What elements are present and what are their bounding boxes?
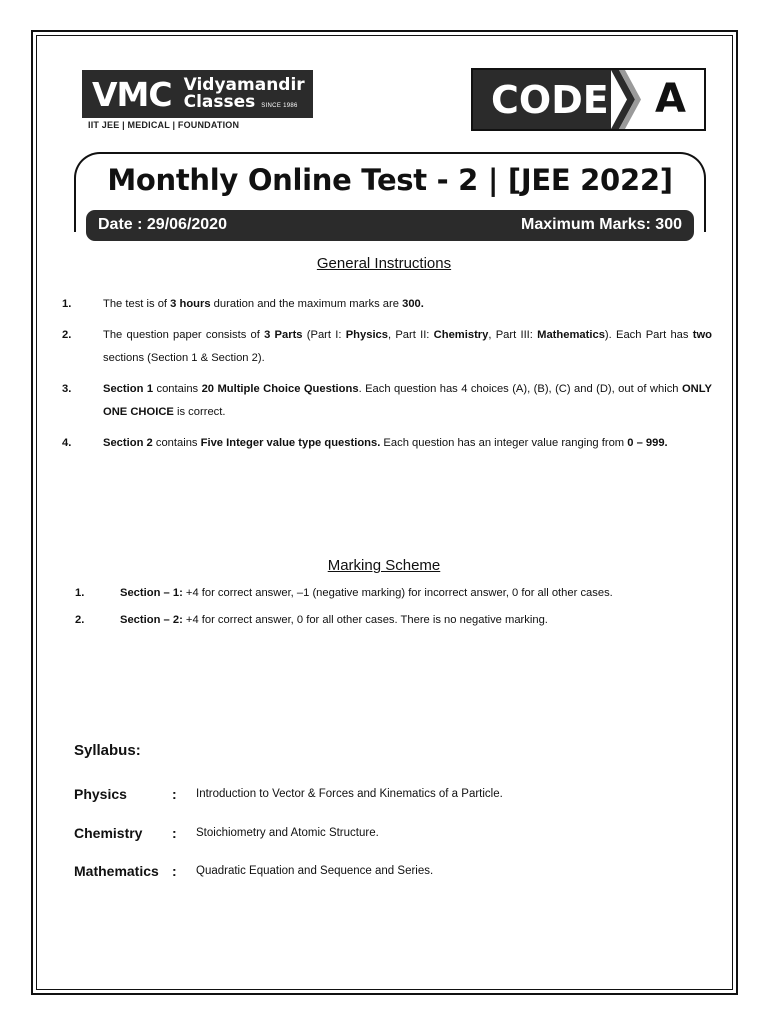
instruction-text: Section 1 contains 20 Multiple Choice Questions. Each question has 4 choices (A), (B), (C) and (D), out of which ONLY ONE CHOICE is correct. bbox=[103, 383, 712, 418]
marking-number: 1. bbox=[75, 587, 85, 599]
test-date: Date : 29/06/2020 bbox=[98, 216, 227, 233]
marking-item bbox=[75, 587, 715, 599]
logo-tagline: IIT JEE | MEDICAL | FOUNDATION bbox=[88, 120, 240, 130]
marking-text: Section – 2: +4 for correct answer, 0 for all other cases. There is no negative marking. bbox=[120, 614, 548, 626]
marking-text: Section – 1: +4 for correct answer, –1 (negative marking) for incorrect answer, 0 for all other cases. bbox=[120, 587, 613, 599]
chevron-right-icon bbox=[611, 70, 641, 129]
maximum-marks: Maximum Marks: 300 bbox=[521, 216, 682, 233]
syllabus-colon: : bbox=[172, 786, 177, 802]
syllabus-topic: Introduction to Vector & Forces and Kinematics of a Particle. bbox=[196, 788, 503, 800]
instruction-number: 4. bbox=[62, 437, 72, 449]
instruction-item bbox=[62, 432, 712, 455]
logo-since: SINCE 1986 bbox=[261, 103, 298, 109]
syllabus-subject: Chemistry bbox=[74, 825, 143, 841]
syllabus-heading: Syllabus: bbox=[74, 742, 141, 759]
instruction-item bbox=[62, 324, 712, 370]
instruction-item bbox=[62, 293, 712, 316]
instruction-number: 1. bbox=[62, 298, 72, 310]
instruction-item bbox=[62, 378, 712, 424]
code-box bbox=[471, 68, 706, 131]
code-label: CODE bbox=[491, 78, 609, 122]
vmc-logo bbox=[82, 70, 313, 118]
syllabus-topic: Quadratic Equation and Sequence and Series. bbox=[196, 865, 434, 877]
instruction-text: The question paper consists of 3 Parts (Part I: Physics, Part II: Chemistry, Part III: Mathematics). Each Part has two sections (Section 1 & Section 2). bbox=[103, 329, 712, 364]
logo-name: Vidyamandir bbox=[183, 75, 305, 95]
date-bar bbox=[86, 210, 694, 241]
instruction-number: 3. bbox=[62, 383, 72, 395]
syllabus-colon: : bbox=[172, 863, 177, 879]
instruction-text: The test is of 3 hours duration and the maximum marks are 300. bbox=[103, 298, 424, 310]
syllabus-subject: Physics bbox=[74, 786, 127, 802]
logo-brand: VMC bbox=[92, 74, 172, 114]
marking-scheme-heading: Marking Scheme bbox=[327, 557, 441, 574]
code-letter: A bbox=[655, 76, 686, 122]
general-instructions-heading: General Instructions bbox=[316, 255, 452, 272]
syllabus-colon: : bbox=[172, 825, 177, 841]
logo-name-2: Classes bbox=[183, 92, 256, 112]
instruction-text: Section 2 contains Five Integer value type questions. Each question has an integer value ranging from 0 – 999. bbox=[103, 437, 668, 449]
syllabus-subject: Mathematics bbox=[74, 863, 159, 879]
marking-item bbox=[75, 614, 715, 626]
syllabus-topic: Stoichiometry and Atomic Structure. bbox=[196, 827, 379, 839]
marking-number: 2. bbox=[75, 614, 85, 626]
test-title: Monthly Online Test - 2 | [JEE 2022] bbox=[107, 163, 673, 197]
instruction-number: 2. bbox=[62, 329, 72, 341]
